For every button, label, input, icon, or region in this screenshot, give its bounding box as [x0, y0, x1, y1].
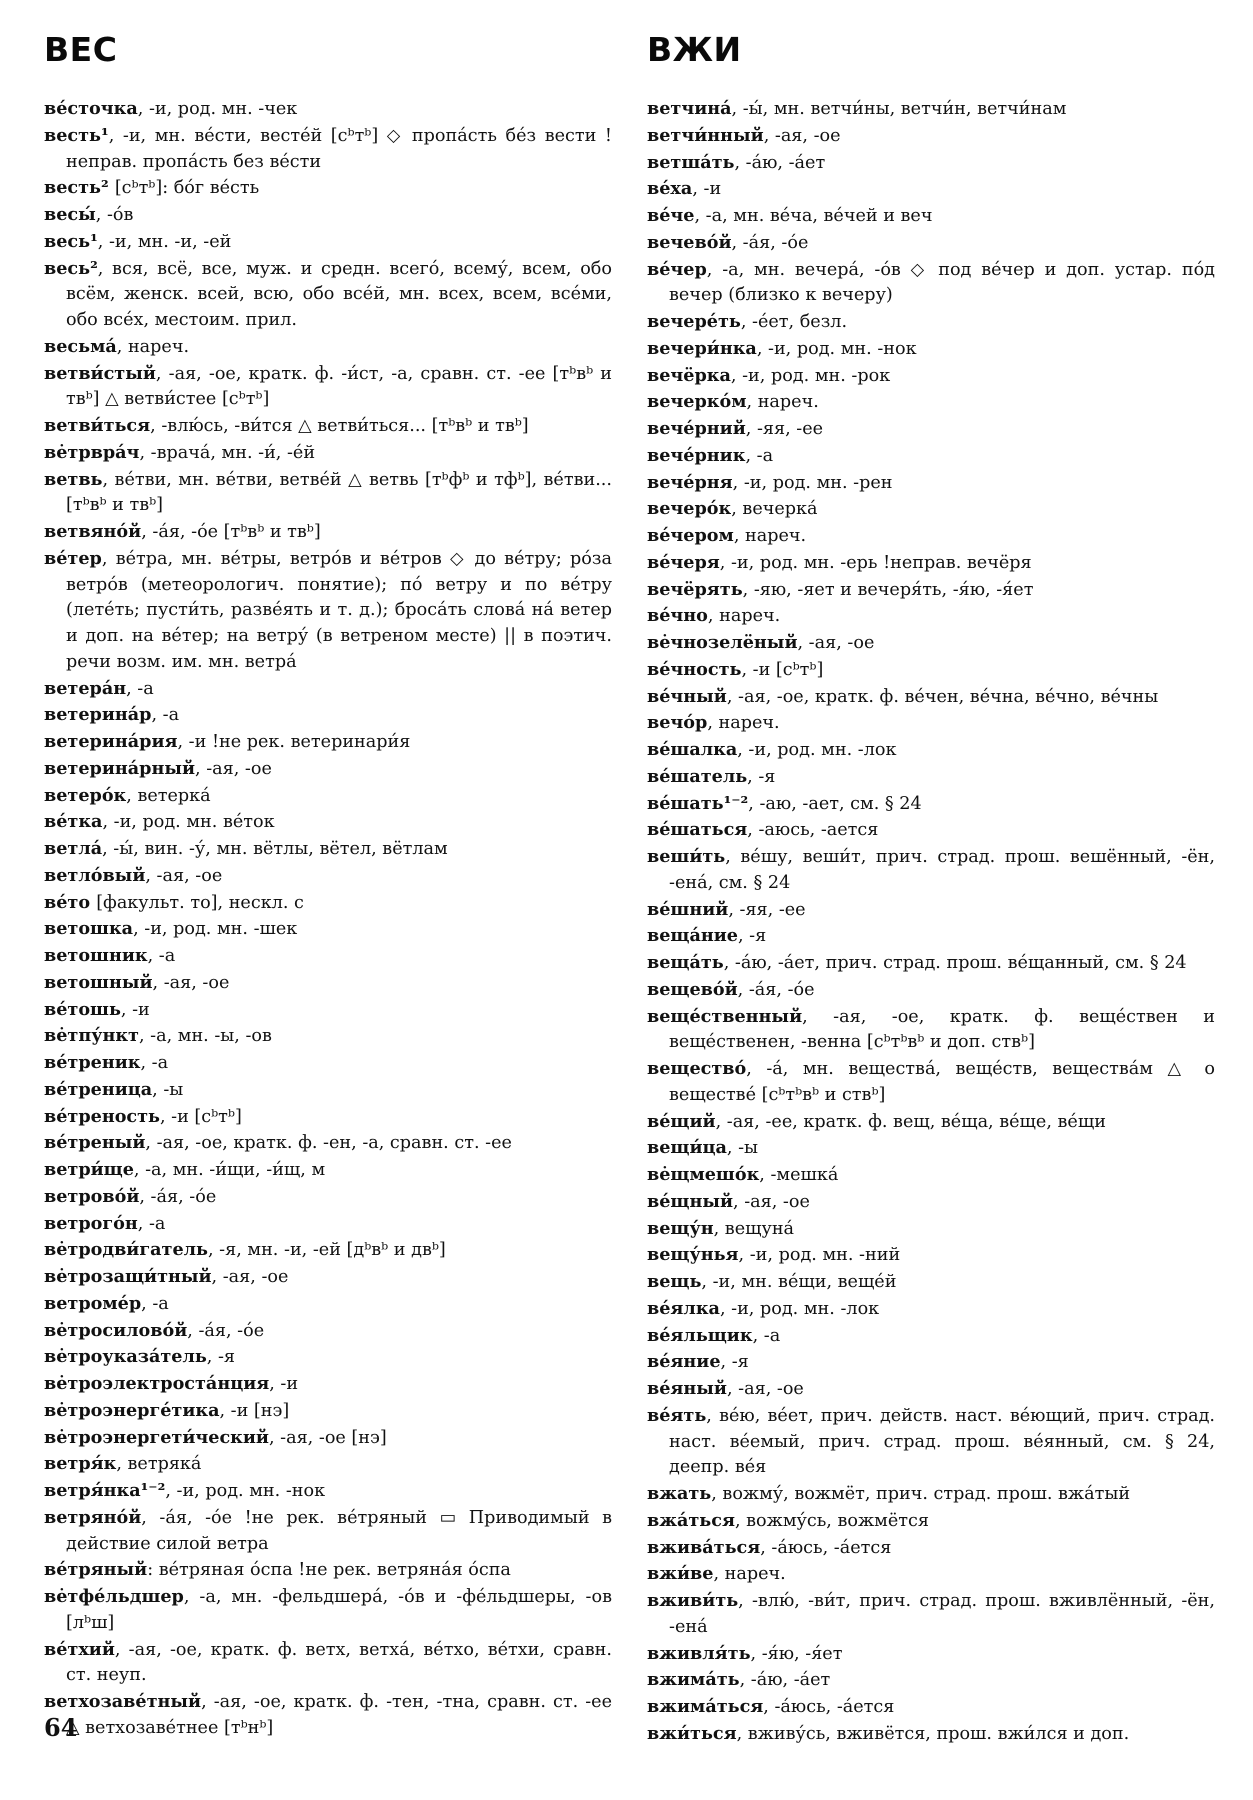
dictionary-entry: вжа́ться, вожму́сь, вожмётся — [647, 1509, 929, 1531]
dictionary-entry: ве́треный, -ая, -ое, кратк. ф. -ен, -а, сравн. ст. -ее — [44, 1132, 512, 1154]
dictionary-entry: вече́рний, -яя, -ее — [647, 418, 824, 439]
dictionary-entry: вечеро́к, вечерка́ — [647, 498, 818, 520]
dictionary-entry: вжи́ве, нареч. — [647, 1563, 786, 1585]
dictionary-entry: вжива́ться, -а́юсь, -а́ется — [647, 1536, 892, 1558]
dictionary-entry: ве́тошь, -и — [44, 998, 150, 1020]
dictionary-entry: ве́шаться, -аюсь, -ается — [647, 819, 879, 841]
dictionary-entry: вечерко́м, нареч. — [647, 391, 819, 413]
dictionary-entry: ветхозаве́тный, -ая, -ое, кратк. ф. -тен, -тна, сравн. ст. -ее △ ветхозаве́тнее [тᵇнᵇ] — [44, 1691, 612, 1738]
dictionary-entry: ветрово́й, -а́я, -о́е — [44, 1185, 217, 1207]
dictionary-entry: вживи́ть, -влю́, -ви́т, прич. страд. прош. вживлённый, -ён, -ена́ — [647, 1590, 1215, 1637]
right-entries-list — [647, 96, 1215, 1748]
dictionary-entry: ве́треник, -а — [44, 1052, 169, 1073]
dictionary-entry: ве́че, -а, мн. ве́ча, ве́чей и веч — [647, 205, 933, 226]
dictionary-entry: вече́рня, -и, род. мн. -рен — [647, 471, 893, 493]
dictionary-entry: вжи́ться, вживу́сь, вживётся, прош. вжи́лся и доп. — [647, 1722, 1130, 1744]
dictionary-entry: вечёрять, -яю, -яет и вечеря́ть, -я́ю, -я́ет — [647, 578, 1034, 600]
dictionary-entry: вечево́й, -а́я, -о́е — [647, 231, 809, 253]
dictionary-entry: ветеро́к, ветерка́ — [44, 784, 211, 806]
dictionary-entry: вечёрка, -и, род. мн. -рок — [647, 364, 891, 386]
dictionary-entry: ве́чер, -а, мн. вечера́, -о́в ◇ под ве́чер и доп. устар. по́д вечер (близко к вечеру) — [647, 258, 1215, 306]
dictionary-entry: вещево́й, -а́я, -о́е — [647, 978, 815, 1000]
dictionary-entry: ве̇чнозелёный, -ая, -ое — [647, 632, 875, 653]
dictionary-entry: ве́то [факульт. то], нескл. с — [44, 891, 304, 913]
dictionary-entry: ветвь, ве́тви, мн. ве́тви, ветве́й △ ветвь [тᵇфᵇ и тфᵇ], ве́тви... [тᵇвᵇ и твᵇ] — [44, 468, 612, 516]
dictionary-entry: веши́ть, ве́шу, веши́т, прич. страд. прош. вешённый, -ён, -ена́, см. § 24 — [647, 846, 1215, 893]
dictionary-entry: ветло́вый, -ая, -ое — [44, 864, 223, 886]
dictionary-entry: вечо́р, нареч. — [647, 712, 780, 734]
dictionary-entry: ве́чный, -ая, -ое, кратк. ф. ве́чен, ве́чна, ве́чно, ве́чны — [647, 685, 1159, 707]
dictionary-entry: вжима́ть, -а́ю, -а́ет — [647, 1669, 831, 1691]
dictionary-entry: ве́ха, -и — [647, 178, 722, 200]
dictionary-entry: ветла́, -ы́, вин. -у́, мн. вётлы, вётел, вётлам — [44, 838, 448, 859]
dictionary-entry: веща́ть, -а́ю, -а́ет, прич. страд. прош. ве́щанный, см. § 24 — [647, 952, 1187, 973]
dictionary-entry: ве̇тросилово́й, -а́я, -о́е — [44, 1319, 265, 1341]
dictionary-entry: ве́шатель, -я — [647, 765, 776, 787]
dictionary-entry: вещь, -и, мн. ве́щи, веще́й — [647, 1271, 897, 1292]
dictionary-entry: ве̇троэлектроста́нция, -и — [44, 1373, 299, 1394]
running-head-left: ВЕС — [44, 30, 118, 69]
dictionary-entry: ве́тхий, -ая, -ое, кратк. ф. ветх, ветха́, ве́тхо, ве́тхи, сравн. ст. неуп. — [44, 1638, 612, 1686]
dictionary-entry: ветерина́рный, -ая, -ое — [44, 757, 272, 779]
dictionary-entry: ве́тер, ве́тра, мн. ве́тры, ветро́в и ве́тров ◇ до ве́тру; ро́за ветро́в (метеорологич. понятие); по́ ветру и по ве́тру (лете́ть; пусти́ть, разве́ять и т. д.); броса́ть слова́ на́ ветер и доп. на ве́тер; на ветру́ (в ветреном месте) || в поэтич. речи возм. им. мн. ветра́ — [44, 547, 612, 672]
dictionary-entry: ве̇тпу́нкт, -а, мн. -ы, -ов — [44, 1025, 272, 1047]
dictionary-entry: ве̇тфе́льдшер, -а, мн. -фельдшера́, -о́в и -фе́льдшеры, -ов [лᵇш] — [44, 1586, 612, 1633]
dictionary-entry: весть² [сᵇтᵇ]: бо́г ве́сть — [44, 177, 260, 199]
dictionary-entry: ве́тряный: ве́тряная о́спа !не рек. ветряна́я о́спа — [44, 1559, 511, 1581]
dictionary-entry: ве́чером, нареч. — [647, 525, 807, 546]
dictionary-entry: ве́яльщик, -а — [647, 1324, 781, 1346]
dictionary-entry: ве́шать¹⁻², -аю, -ает, см. § 24 — [647, 792, 922, 814]
dictionary-entry: ветроме́р, -а — [44, 1292, 169, 1314]
dictionary-entry: ветвяно́й, -а́я, -о́е [тᵇвᵇ и твᵇ] — [44, 521, 321, 542]
dictionary-entry: ветрого́н, -а — [44, 1212, 166, 1234]
dictionary-entry: весь², вся, всё, все, муж. и средн. всего́, всему́, всем, обо всём, женск. всей, всю, обо все́й, мн. всех, всем, все́ми, обо все́х, местоим. прил. — [44, 257, 612, 330]
dictionary-entry: ве́ять, ве́ю, ве́ет, прич. действ. наст. ве́ющий, прич. страд. наст. ве́емый, прич. страд. прош. ве́янный, см. § 24, деепр. ве́я — [647, 1404, 1215, 1478]
dictionary-entry: ве̇трвра́ч, -врача́, мн. -и́, -е́й — [44, 441, 316, 463]
dictionary-entry: весы́, -о́в — [44, 204, 134, 225]
dictionary-entry: ветря́нка¹⁻², -и, род. мн. -нок — [44, 1480, 326, 1501]
dictionary-entry: ве́яный, -ая, -ое — [647, 1378, 804, 1399]
dictionary-entry: ве̇щмешо́к, -мешка́ — [647, 1164, 839, 1185]
dictionary-entry: ветерина́р, -а — [44, 704, 180, 726]
dictionary-entry: ве́черя, -и, род. мн. -ерь !неправ. вечёря — [647, 551, 1032, 573]
dictionary-entry: вживля́ть, -я́ю, -я́ет — [647, 1642, 843, 1664]
dictionary-entry: вещество́, -а́, мн. вещества́, веще́ств, вещества́м △ о веществе́ [сᵇтᵇвᵇ и ствᵇ] — [647, 1058, 1215, 1105]
dictionary-entry: ве́щий, -ая, -ее, кратк. ф. вещ, ве́ща, ве́ще, ве́щи — [647, 1110, 1106, 1132]
dictionary-entry: ве́яние, -я — [647, 1351, 749, 1373]
dictionary-entry: ве́чность, -и [сᵇтᵇ] — [647, 658, 824, 680]
dictionary-entry: ветерина́рия, -и !не рек. ветеринари́я — [44, 731, 411, 752]
dictionary-entry: ветошка, -и, род. мн. -шек — [44, 918, 298, 940]
dictionary-entry: ве̇троэнерге́тика, -и [нэ] — [44, 1399, 290, 1421]
dictionary-entry: вечере́ть, -е́ет, безл. — [647, 311, 848, 332]
dictionary-entry: ветера́н, -а — [44, 677, 154, 699]
dictionary-entry: ве̇троуказа́тель, -я — [44, 1346, 236, 1368]
dictionary-entry: ветчи́нный, -ая, -ое — [647, 124, 841, 146]
dictionary-entry: ве́тка, -и, род. мн. ве́ток — [44, 811, 275, 833]
page-number: 64 — [44, 1713, 78, 1742]
dictionary-entry: весть¹, -и, мн. ве́сти, весте́й [сᵇтᵇ] ◇ пропа́сть бе́з вести !неправ. пропа́сть без ве́сти — [44, 124, 612, 172]
dictionary-entry: ве́щный, -ая, -ое — [647, 1190, 810, 1212]
dictionary-entry: ветошник, -а — [44, 945, 176, 966]
dictionary-entry: ве́шний, -яя, -ее — [647, 898, 806, 920]
dictionary-entry: веще́ственный, -ая, -ое, кратк. ф. веще́ствен и веще́ственен, -венна [сᵇтᵇвᵇ и доп. ствᵇ] — [647, 1005, 1215, 1053]
dictionary-entry: ве́ялка, -и, род. мн. -лок — [647, 1297, 880, 1319]
dictionary-entry: ветошный, -ая, -ое — [44, 971, 230, 993]
dictionary-entry: вече́рник, -а — [647, 444, 774, 466]
dictionary-entry: весь¹, -и, мн. -и, -ей — [44, 230, 232, 252]
dictionary-entry: ве́треница, -ы — [44, 1078, 184, 1100]
dictionary-entry: ветви́стый, -ая, -ое, кратк. ф. -и́ст, -а, сравн. ст. -ее [тᵇвᵇ и твᵇ] △ ветви́стее [сᵇтᵇ] — [44, 362, 612, 410]
dictionary-entry: вжать, вожму́, вожмёт, прич. страд. прош. вжа́тый — [647, 1483, 1131, 1504]
dictionary-entry: вещу́н, вещуна́ — [647, 1217, 795, 1239]
dictionary-entry: ветряно́й, -а́я, -о́е !не рек. ве́тряный ▭ Приводимый в действие силой ветра — [44, 1506, 612, 1554]
dictionary-entry: ве́шалка, -и, род. мн. -лок — [647, 739, 897, 760]
dictionary-entry: ве̇троэнергети́ческий, -ая, -ое [нэ] — [44, 1426, 387, 1448]
dictionary-entry: ветша́ть, -а́ю, -а́ет — [647, 151, 826, 173]
dictionary-entry: ве́сточка, -и, род. мн. -чек — [44, 98, 298, 119]
dictionary-entry: вечери́нка, -и, род. мн. -нок — [647, 337, 917, 359]
dictionary-entry: ветчина́, -ы́, мн. ветчи́ны, ветчи́н, ветчи́нам — [647, 98, 1067, 119]
dictionary-entry: ветри́ще, -а, мн. -и́щи, -и́щ, м — [44, 1159, 326, 1180]
dictionary-entry: вещу́нья, -и, род. мн. -ний — [647, 1244, 901, 1266]
running-head-right: ВЖИ — [647, 30, 742, 69]
dictionary-entry: ветви́ться, -влю́сь, -ви́тся △ ветви́ться... [тᵇвᵇ и твᵇ] — [44, 415, 529, 436]
dictionary-entry: ве́треность, -и [сᵇтᵇ] — [44, 1105, 242, 1127]
dictionary-entry: вжима́ться, -а́юсь, -а́ется — [647, 1696, 895, 1717]
dictionary-entry: веща́ние, -я — [647, 925, 767, 947]
dictionary-entry: ветря́к, ветряка́ — [44, 1453, 202, 1475]
dictionary-entry: вещи́ца, -ы — [647, 1137, 759, 1159]
dictionary-entry: ве́чно, нареч. — [647, 605, 781, 627]
dictionary-entry: весьма́, нареч. — [44, 335, 190, 357]
dictionary-entry: ве̇трозащи́тный, -ая, -ое — [44, 1266, 289, 1287]
left-entries-list — [44, 96, 612, 1742]
dictionary-entry: ве̇тродви́гатель, -я, мн. -и, -ей [дᵇвᵇ и двᵇ] — [44, 1239, 446, 1261]
